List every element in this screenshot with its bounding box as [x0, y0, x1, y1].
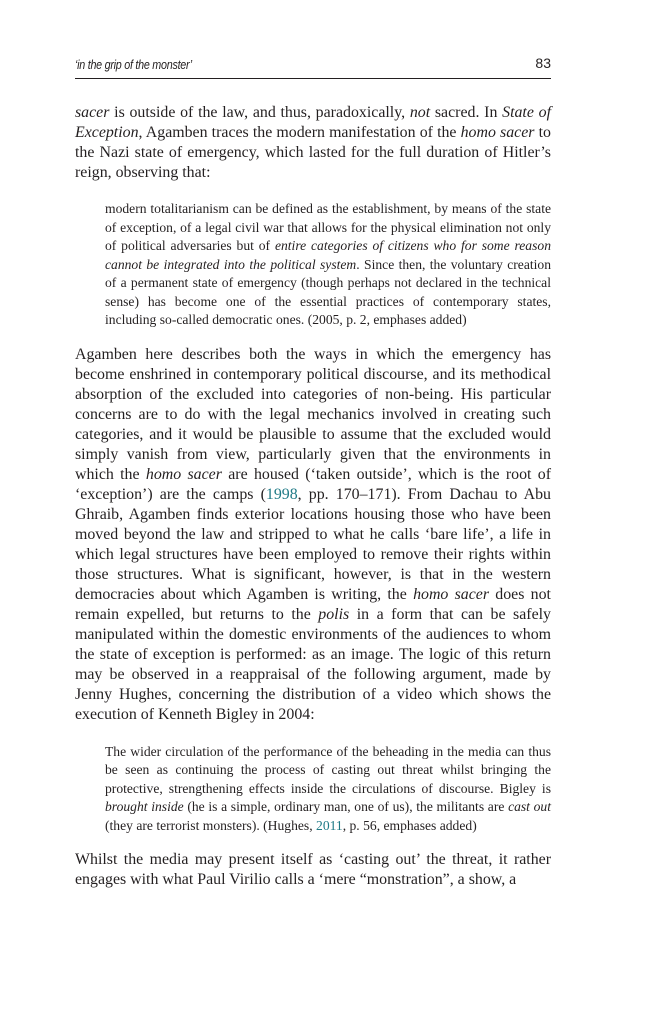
page-body: [75, 103, 551, 890]
text-run: (he is a simple, ordinary man, one of us), the militants are: [183, 799, 509, 814]
italic-term: homo sacer: [460, 124, 535, 141]
text-run: does not remain expelled, but returns to the: [75, 585, 551, 623]
text-run: , p. 56, emphases added): [342, 817, 477, 833]
text-run: modern totalitarianism can be defined as the establishment, by means of the state of exception, of a legal civil war that allows for the physical elimination not only of political adversaries but of: [105, 201, 551, 253]
running-head: ‘in the grip of the monster’: [75, 58, 192, 72]
text-run: are housed (‘taken outside’, which is the root of ‘exception’) are the camps (: [75, 465, 551, 503]
text-run: The wider circulation of the performance of the beheading in the media can thus be seen as continuing the process of casting out threat whilst bringing the protective, strengthening effects inside the circulations of discourse. Bigley is: [105, 743, 551, 796]
page-number: 83: [535, 55, 551, 71]
italic-term: polis: [318, 605, 350, 623]
block-quote-1: [75, 200, 551, 330]
text-run: sacred. In: [430, 104, 503, 121]
italic-term: homo sacer: [413, 585, 490, 603]
body-paragraph-3: [75, 850, 551, 890]
text-run: (they are terrorist monsters). (Hughes,: [105, 817, 317, 833]
book-title: State of Exception: [75, 104, 551, 141]
emphasis: cast out: [508, 799, 551, 814]
emphasis: brought inside: [105, 799, 184, 814]
text-run: is outside of the law, and thus, paradoxically,: [109, 104, 410, 121]
block-quote-2: [75, 743, 551, 836]
italic-term: homo sacer: [145, 465, 222, 483]
text-run: , pp. 170–171). From Dachau to Abu Ghraib, Agamben finds exterior locations housing those who have been moved beyond the law and stripped to what he calls ‘bare life’, a life in which legal structures have been employed to remove their rights within those structures. What is significant, however, is that in the western democracies about which Agamben is writing, the: [75, 485, 552, 603]
page-header: [75, 52, 551, 79]
italic-term: not: [409, 104, 431, 121]
text-run: Agamben here describes both the ways in which the emergency has become enshrined in contemporary political discourse, and its methodical absorption of the excluded into categories of non-being. His particular concerns are to do with the legal mechanics involved in creating such categories, and it would be plausible to assume that the excluded would simply vanish from view, particularly given that the environments in which the: [75, 345, 551, 483]
body-paragraph-1: [75, 103, 551, 183]
text-run: in a form that can be safely manipulated within the domestic environments of the audiences to whom the state of exception is performed: as an image. The logic of this return may be observed in a reappraisal of the following argument, made by Jenny Hughes, concerning the distribution of a video which shows the execution of Kenneth Bigley in 2004:: [75, 605, 551, 723]
emphasis: entire categories of citizens who for some reason cannot be integrated into the political system: [105, 238, 551, 272]
citation-link[interactable]: 2011: [316, 817, 343, 833]
text-run: to the Nazi state of emergency, which lasted for the full duration of Hitler’s reign, observing that:: [75, 124, 551, 181]
text-run: . Since then, the voluntary creation of a permanent state of emergency (though perhaps not declared in the technical sense) has become one of the essential practices of contemporary states, including so-called democratic ones. (2005, p. 2, emphases added): [105, 256, 551, 327]
text-run: Whilst the media may present itself as ‘casting out’ the threat, it rather engages with what Paul Virilio calls a ‘mere “monstration”, a show, a: [75, 851, 551, 888]
body-paragraph-2: [75, 345, 551, 725]
italic-term: sacer: [75, 104, 110, 121]
citation-link[interactable]: 1998: [265, 485, 298, 503]
text-run: , Agamben traces the modern manifestation of the: [138, 124, 461, 141]
